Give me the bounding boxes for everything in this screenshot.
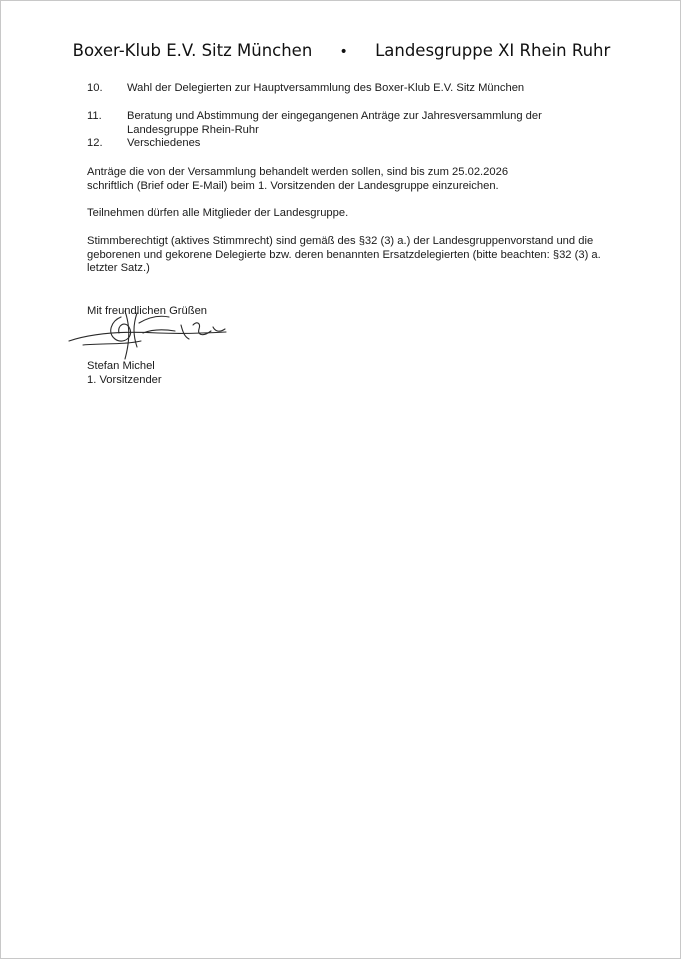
paragraph-teilnehmen: Teilnehmen dürfen alle Mitglieder der Landesgruppe. [87, 207, 349, 219]
header-separator: • [339, 44, 348, 60]
agenda-number: 11. [87, 110, 102, 122]
agenda-number: 12. [87, 137, 103, 149]
signatory-name: Stefan Michel [87, 360, 155, 372]
letterhead [1, 41, 681, 60]
signature-image [63, 303, 233, 365]
agenda-text: Wahl der Delegierten zur Hauptversammlung des Boxer-Klub E.V. Sitz München [127, 82, 525, 94]
group-name: Landesgruppe XI Rhein Ruhr [375, 41, 611, 60]
club-name: Boxer-Klub E.V. Sitz München [72, 41, 313, 60]
agenda-number: 10. [87, 82, 103, 94]
closing-greeting: Mit freundlichen Grüßen [87, 305, 208, 317]
paragraph-stimmberechtigt: Stimmberechtigt (aktives Stimmrecht) sind gemäß des §32 (3) a.) der Landesgruppenvorstand und die geborenen und gekorene Delegierte bzw. deren benannten Ersatzdelegierten (bitte beachten: §32 (3) a. letzter Satz.) [87, 235, 601, 275]
agenda-text: Verschiedenes [127, 137, 201, 149]
paragraph-antraege: Anträge die von der Versammlung behandelt werden sollen, sind bis zum 25.02.2026 schriftlich (Brief oder E-Mail) beim 1. Vorsitzenden der Landesgruppe einzureichen. [87, 166, 509, 192]
agenda-text: Beratung und Abstimmung der eingegangenen Anträge zur Jahresversammlung der Landesgruppe Rhein-Ruhr [127, 110, 542, 136]
signatory-role: 1. Vorsitzender [87, 374, 162, 386]
